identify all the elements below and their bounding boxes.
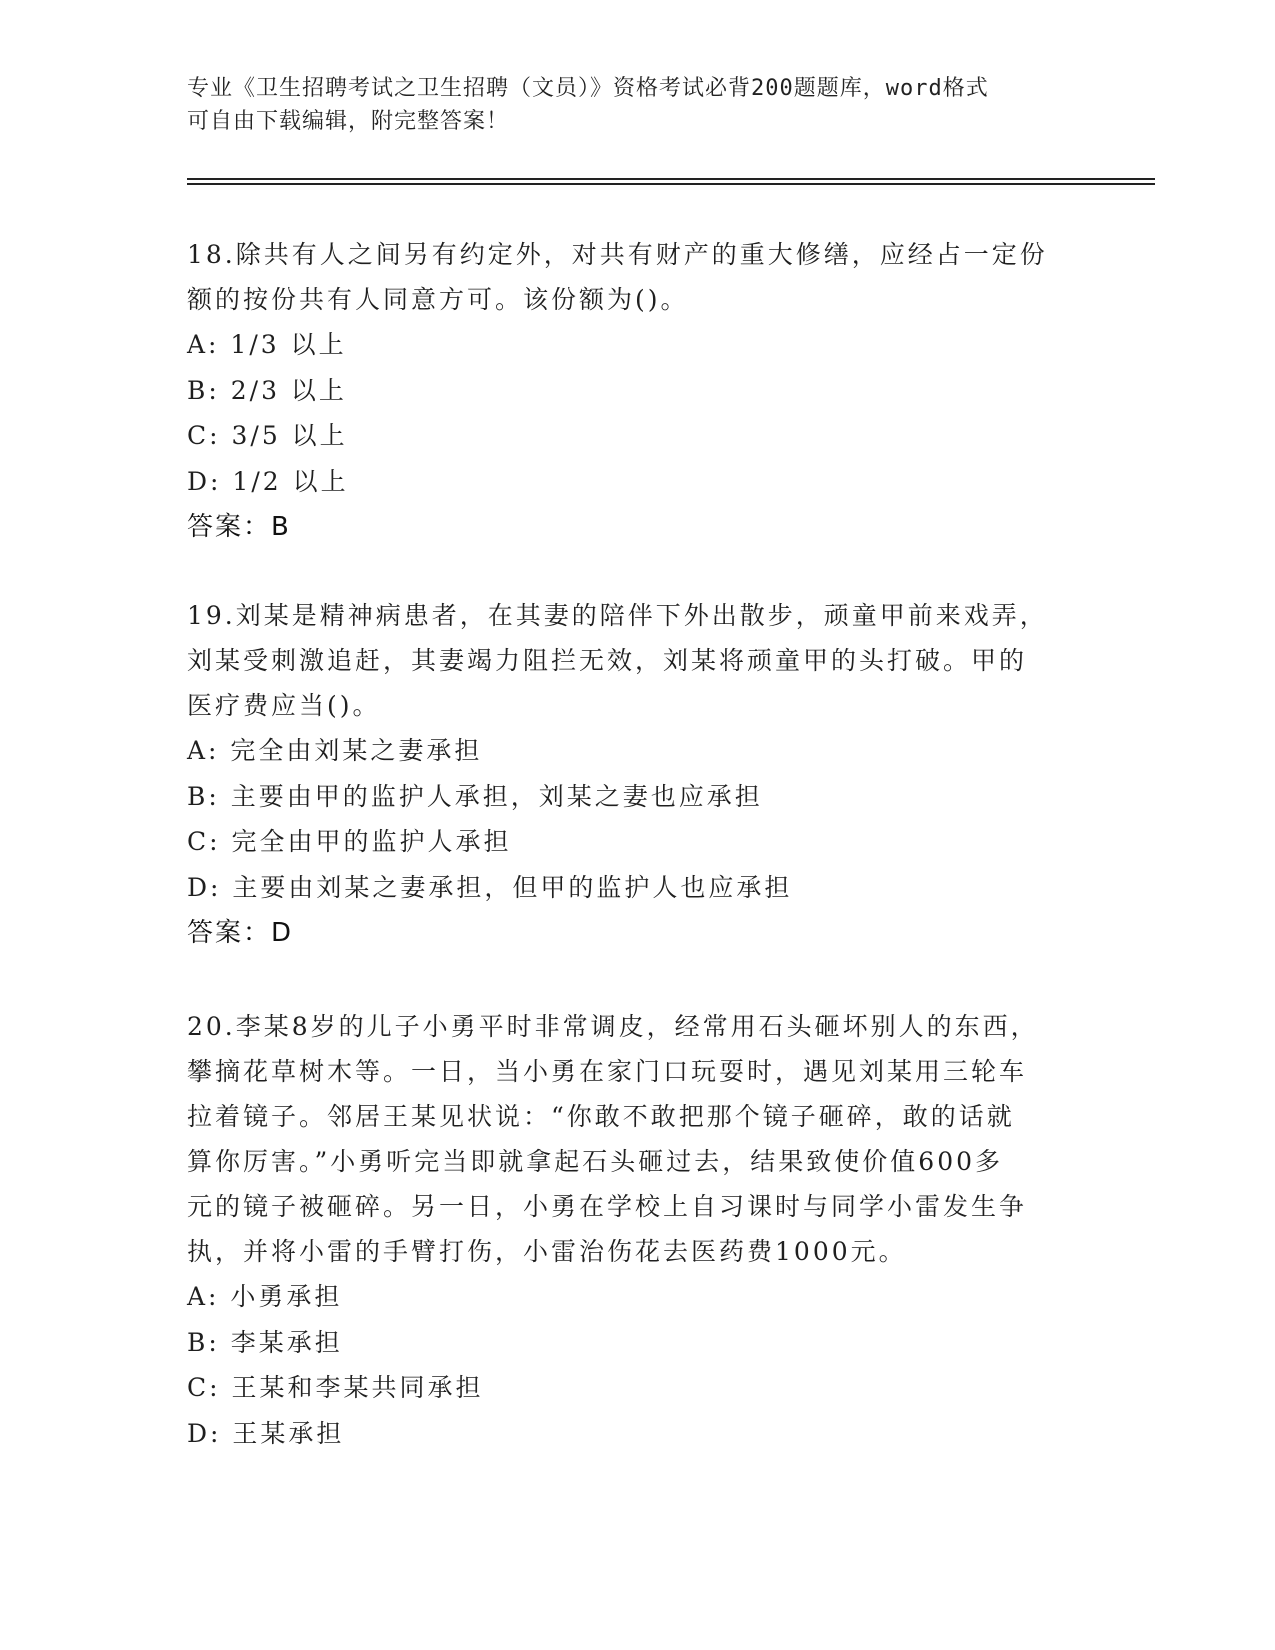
option-d: D: 王某承担 (187, 1418, 345, 1448)
question-18 (187, 232, 1087, 550)
option-b: B: 主要由甲的监护人承担，刘某之妻也应承担 (187, 781, 763, 811)
header-divider-bottom (187, 183, 1155, 185)
question-stem-line: 18.除共有人之间另有约定外，对共有财产的重大修缮，应经占一定份 (187, 240, 1048, 269)
question-stem-line: 拉着镜子。邻居王某见状说：“你敢不敢把那个镜子砸碎，敢的话就 (187, 1102, 1015, 1131)
option-d: D: 1/2 以上 (187, 466, 349, 496)
answer-label: 答案：D (187, 918, 294, 948)
question-20 (187, 1004, 1087, 1456)
option-a: A: 完全由刘某之妻承担 (187, 736, 483, 765)
question-stem-line: 执，并将小雷的手臂打伤，小雷治伤花去医药费1000元。 (187, 1237, 907, 1266)
header-divider-top (187, 178, 1155, 180)
question-list (187, 232, 1087, 1456)
option-a: A: 1/3 以上 (187, 330, 347, 359)
document-header (187, 72, 1067, 138)
question-stem-line: 额的按份共有人同意方可。该份额为()。 (187, 285, 689, 314)
option-b: B: 李某承担 (187, 1327, 343, 1357)
question-stem-line: 元的镜子被砸碎。另一日，小勇在学校上自习课时与同学小雷发生争 (187, 1192, 1028, 1221)
answer-label: 答案：B (187, 512, 291, 542)
question-stem-line: 刘某受刺激追赶，其妻竭力阻拦无效，刘某将顽童甲的头打破。甲的 (187, 646, 1028, 675)
option-c: C: 完全由甲的监护人承担 (187, 827, 512, 856)
question-19 (187, 593, 1087, 956)
option-c: C: 3/5 以上 (187, 421, 348, 450)
question-stem-line: 医疗费应当()。 (187, 691, 381, 720)
question-stem-line: 攀摘花草树木等。一日，当小勇在家门口玩耍时，遇见刘某用三轮车 (187, 1057, 1028, 1086)
header-line-2: 可自由下载编辑，附完整答案！ (187, 109, 510, 134)
option-c: C: 王某和李某共同承担 (187, 1373, 484, 1402)
question-stem-line: 19.刘某是精神病患者，在其妻的陪伴下外出散步，顽童甲前来戏弄， (187, 601, 1048, 630)
option-a: A: 小勇承担 (187, 1282, 343, 1311)
option-b: B: 2/3 以上 (187, 375, 347, 405)
question-stem-line: 算你厉害。”小勇听完当即就拿起石头砸过去，结果致使价值600多 (187, 1147, 1004, 1176)
question-stem-line: 20.李某8岁的儿子小勇平时非常调皮，经常用石头砸坏别人的东西， (187, 1012, 1039, 1041)
option-d: D: 主要由刘某之妻承担，但甲的监护人也应承担 (187, 872, 793, 902)
header-line-1: 专业《卫生招聘考试之卫生招聘（文员）》资格考试必背200题题库，word格式 (187, 76, 989, 101)
